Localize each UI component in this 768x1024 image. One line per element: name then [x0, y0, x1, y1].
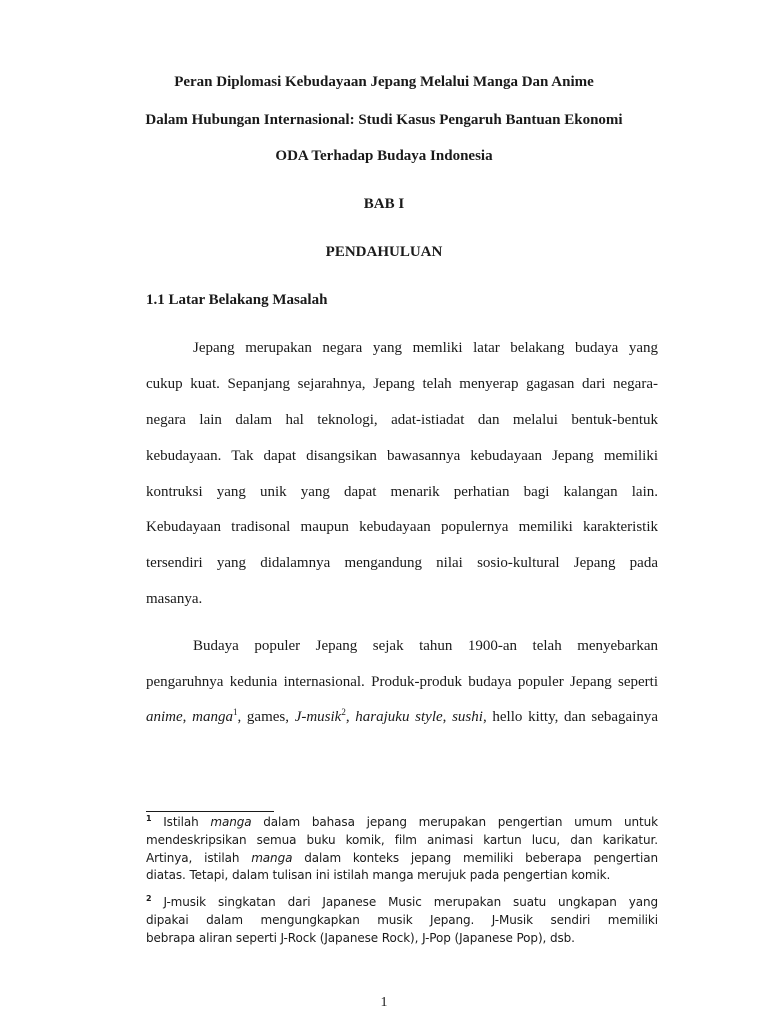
term-sushi: sushi [452, 709, 483, 725]
paragraph-1-line: Kebudayaan tradisonal maupun kebudayaan populernya memiliki karakteristik [146, 519, 658, 535]
term-anime: anime [146, 709, 183, 725]
footnote-ref-2[interactable]: 2 [341, 707, 346, 717]
footnote-2-line [146, 894, 658, 910]
term-manga: manga [251, 851, 293, 865]
footnote-marker-2: 2 [146, 894, 152, 903]
paragraph-1-line: negara lain dalam hal teknologi, adat-istiadat dan melalui bentuk-bentuk [146, 412, 658, 428]
text-fragment: , [442, 709, 453, 725]
paragraph-1-line: kebudayaan. Tak dapat disangsikan bawasannya kebudayaan Jepang memiliki [146, 448, 658, 464]
footnote-2-line: dipakai dalam mengungkapkan musik Jepang. J-Musik sendiri memiliki [146, 913, 658, 927]
chapter-name: PENDAHULUAN [325, 244, 443, 260]
chapter-label: BAB I [363, 196, 405, 212]
text-fragment: Artinya, istilah [146, 851, 252, 865]
paragraph-1-line: tersendiri yang didalamnya mengandung nilai sosio-kultural Jepang pada [146, 555, 658, 571]
page-number: 1 [380, 995, 388, 1010]
title-line-3: ODA Terhadap Budaya Indonesia [275, 148, 493, 164]
term-manga: manga [210, 815, 252, 829]
term-harajuku-style: harajuku style [355, 709, 443, 725]
section-heading: 1.1 Latar Belakang Masalah [146, 292, 328, 308]
paragraph-1-line: kontruksi yang unik yang dapat menarik perhatian bagi kalangan lain. [146, 484, 658, 500]
paragraph-1-line: Jepang merupakan negara yang memliki latar belakang budaya yang [193, 340, 658, 356]
text-fragment: , hello kitty, dan sebagainya [482, 709, 659, 725]
paragraph-1-line: cukup kuat. Sepanjang sejarahnya, Jepang telah menyerap gagasan dari negara- [146, 376, 658, 392]
paragraph-2-line: pengaruhnya kedunia internasional. Produk-produk budaya populer Jepang seperti [146, 674, 658, 690]
title-line-1: Peran Diplomasi Kebudayaan Jepang Melalui Manga Dan Anime [174, 74, 594, 90]
footnote-2-line: bebrapa aliran seperti J-Rock (Japanese Rock), J-Pop (Japanese Pop), dsb. [146, 931, 575, 945]
text-fragment: dalam konteks jepang memiliki beberapa pengertian [292, 851, 659, 865]
footnote-ref-1[interactable]: 1 [232, 707, 238, 717]
text-fragment: , [345, 709, 356, 725]
text-fragment: dalam bahasa jepang merupakan pengertian umum untuk [251, 815, 658, 829]
paragraph-2-line [146, 707, 658, 727]
footnote-1-line [146, 850, 658, 866]
text-fragment: J-musik singkatan dari Japanese Music merupakan suatu ungkapan yang [151, 895, 658, 909]
footnote-1-line: diatas. Tetapi, dalam tulisan ini istilah manga merujuk pada pengertian komik. [146, 868, 611, 882]
footnote-marker-1: 1 [146, 814, 152, 823]
text-fragment: , games, [237, 709, 295, 725]
paragraph-2-line: Budaya populer Jepang sejak tahun 1900-an telah menyebarkan [193, 638, 658, 654]
footnote-1-line [146, 814, 658, 830]
text-fragment: , [182, 709, 193, 725]
text-fragment: Istilah [151, 815, 211, 829]
term-j-musik: J-musik [294, 709, 342, 725]
term-manga: manga [192, 709, 233, 725]
footnote-1-line: mendeskripsikan semua buku komik, film animasi kartun lucu, dan karikatur. [146, 833, 658, 847]
paragraph-1-line: masanya. [146, 591, 203, 607]
title-line-2: Dalam Hubungan Internasional: Studi Kasus Pengaruh Bantuan Ekonomi [145, 112, 623, 128]
footnote-separator [146, 811, 274, 812]
